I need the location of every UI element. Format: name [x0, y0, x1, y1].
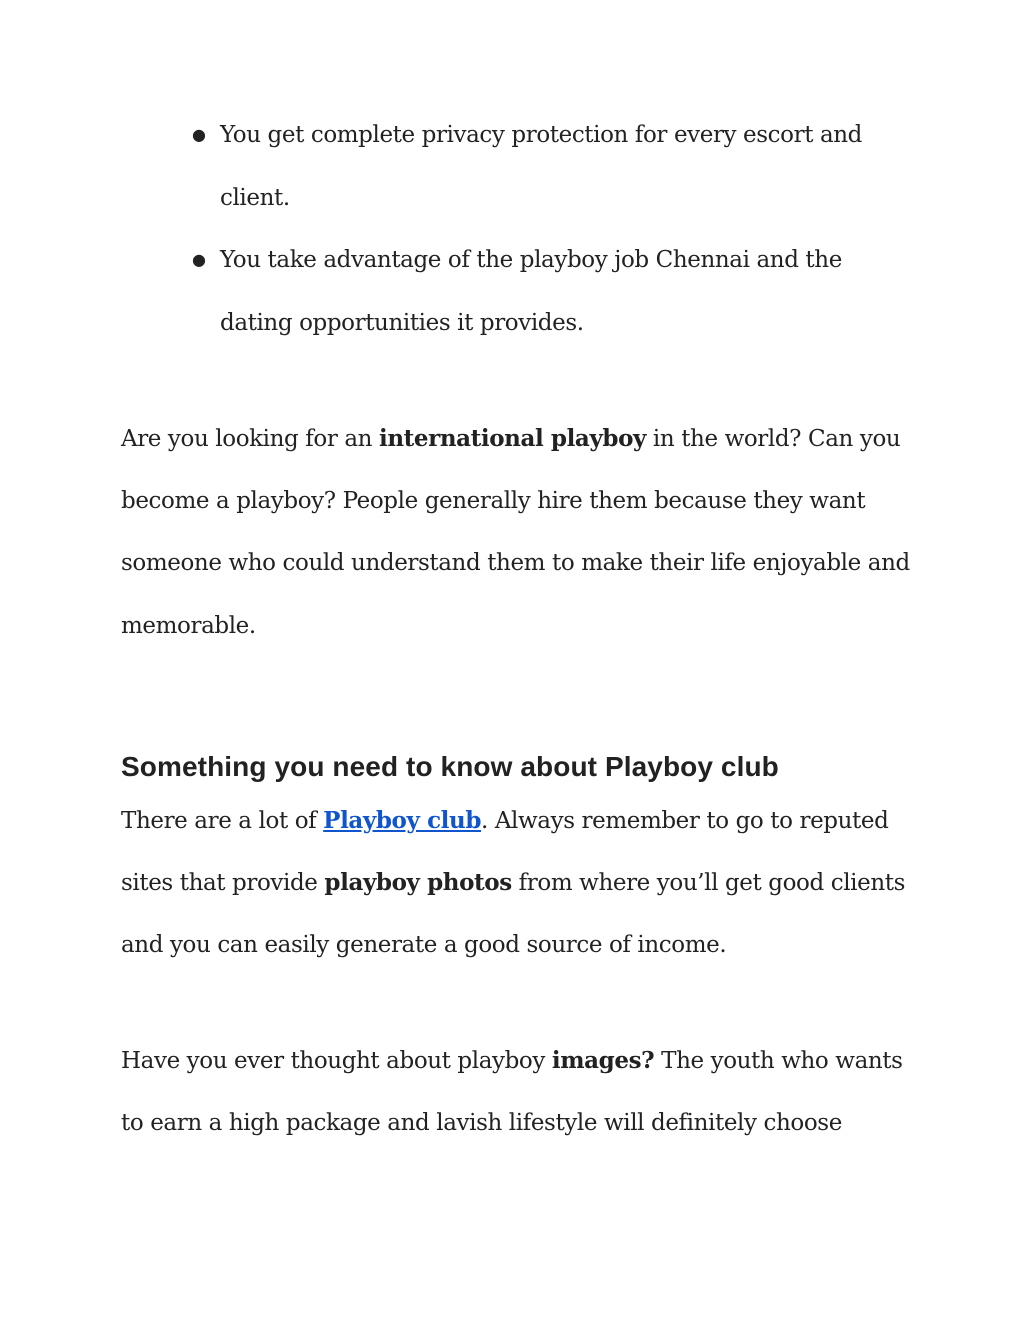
bullet-item	[190, 229, 920, 354]
bullet-dot-icon: ●	[192, 250, 206, 269]
bullet-dot-icon: ●	[192, 125, 206, 144]
playboy-club-link[interactable]: Playboy club	[323, 807, 482, 834]
para3-bold-images: images?	[551, 1047, 655, 1074]
bullet-item	[190, 104, 920, 229]
bullet-text: You take advantage of the playboy job Chennai and the dating opportunities it provides.	[220, 247, 842, 336]
para1-text-after: in the world? Can you become a playboy? People generally hire them because they want someone who could understand them to make their life enjoyable and memorable.	[121, 426, 910, 639]
paragraph-playboy-images	[121, 1030, 921, 1154]
benefits-bullet-list	[190, 104, 920, 354]
para1-text-before: Are you looking for an	[121, 426, 379, 452]
paragraph-international-playboy	[121, 408, 921, 657]
para1-bold-international-playboy: international playboy	[378, 425, 646, 452]
para2-text-middle: . Always remember to go to reputed sites that provide	[121, 808, 889, 897]
paragraph-playboy-club	[121, 790, 921, 977]
para3-text-after: The youth who wants to earn a high package and lavish lifestyle will definitely choose	[121, 1048, 903, 1137]
bullet-text: You get complete privacy protection for every escort and client.	[220, 122, 862, 211]
para2-bold-playboy-photos: playboy photos	[324, 869, 512, 897]
para2-text-after: from where you’ll get good clients and you can easily generate a good source of income.	[121, 870, 905, 959]
para3-text-before: Have you ever thought about playboy	[121, 1048, 552, 1074]
para2-text-before: There are a lot of	[121, 808, 324, 834]
section-heading-playboy-club: Something you need to know about Playboy club	[121, 751, 779, 782]
